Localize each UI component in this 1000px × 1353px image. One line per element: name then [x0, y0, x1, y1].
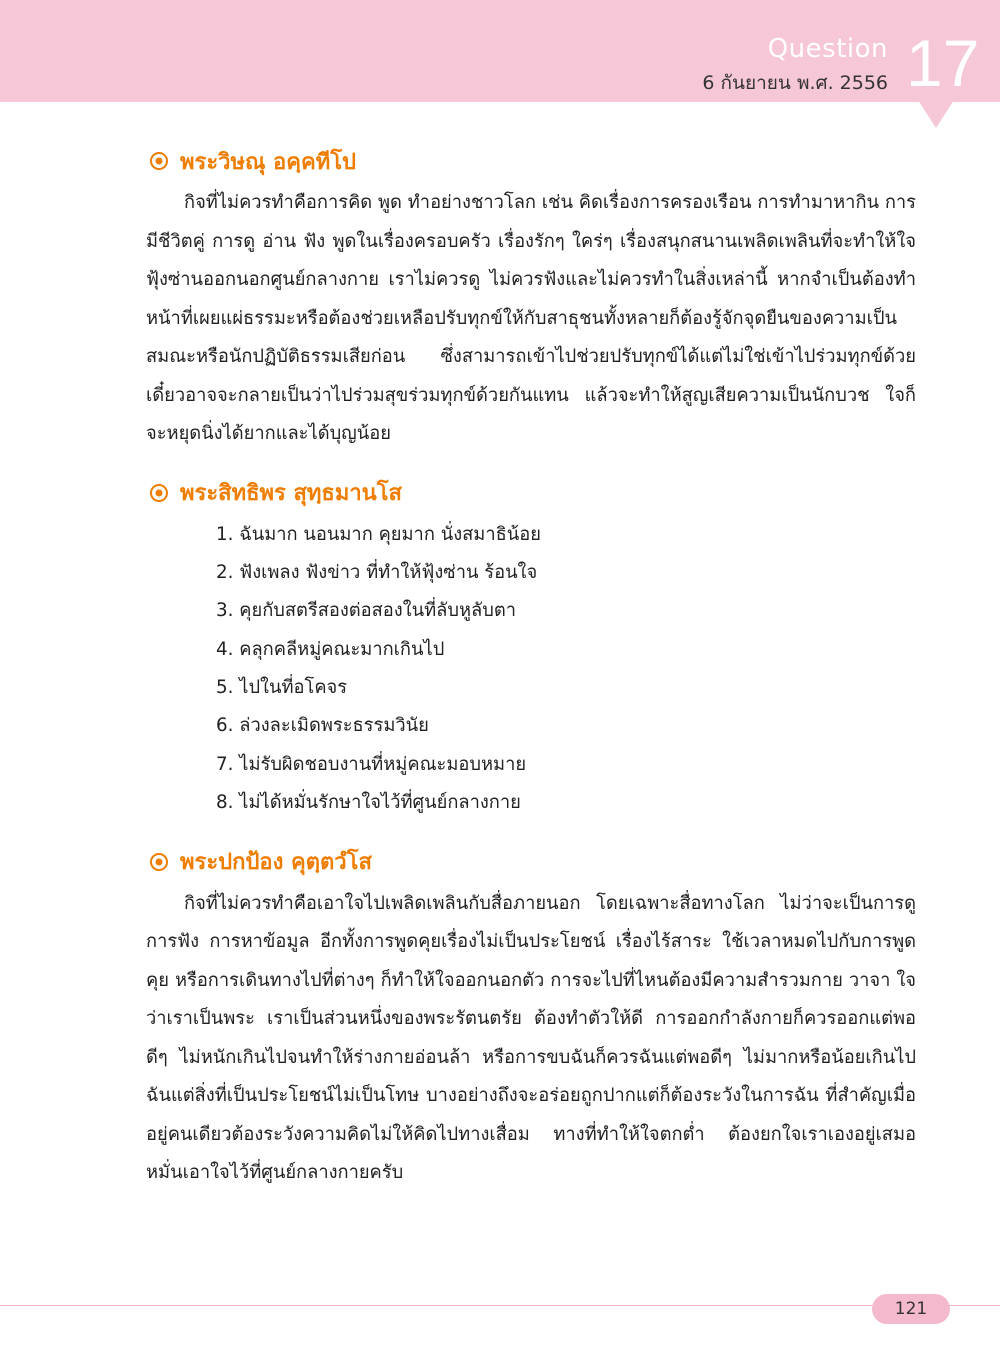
list-item: 8. ไม่ได้หมั่นรักษาใจไว้ที่ศูนย์กลางกาย [216, 792, 521, 814]
question-number: 17 [906, 26, 980, 100]
list-item: 5. ไปในที่อโคจร [216, 677, 348, 699]
prohibited-list [146, 516, 916, 823]
header-pointer [918, 100, 954, 128]
question-date: 6 กันยายน พ.ศ. 2556 [702, 72, 888, 94]
question-label: Question [767, 34, 888, 64]
list-item: 2. ฟังเพลง ฟังข่าว ที่ทำให้ฟุ้งซ่าน ร้อนใจ [216, 561, 538, 583]
circle-bullet-icon [148, 482, 170, 504]
circle-bullet-icon [148, 851, 170, 873]
footer-divider [0, 1305, 1000, 1306]
section-title: พระวิษณุ อคฺคทีโป [180, 149, 356, 175]
section-heading [146, 470, 916, 516]
section-heading [146, 839, 916, 885]
section-1 [146, 138, 916, 454]
list-item: 7. ไม่รับผิดชอบงานที่หมู่คณะมอบหมาย [216, 753, 527, 775]
section-title: พระสิทธิพร สุทฺธมานโส [180, 481, 402, 506]
section-paragraph: กิจที่ไม่ควรทำคือเอาใจไปเพลิดเพลินกับสื่อภายนอก โดยเฉพาะสื่อทางโลก ไม่ว่าจะเป็นการดู การฟัง การหาข้อมูล อีกทั้งการพูดคุยเรื่องไม่เป็นประโยชน์ เรื่องไร้สาระ ใช้เวลาหมดไปกับการพูดคุย หรือการเดินทางไปที่ต่างๆ ก็ทำให้ใจออกนอกตัว การจะไปที่ไหนต้องมีความสำรวมกาย วาจา ใจ ว่าเราเป็นพระ เราเป็นส่วนหนึ่งของพระรัตนตรัย ต้องทำตัวให้ดี การออกกำลังกายก็ควรออกแต่พอดีๆ ไม่หนักเกินไปจนทำให้ร่างกายอ่อนล้า หรือการขบฉันก็ควรฉันแต่พอดีๆ ไม่มากหรือน้อยเกินไป ฉันแต่สิ่งที่เป็นประโยชน์ไม่เป็นโทษ บางอย่างถึงจะอร่อยถูกปากแต่ก็ต้องระวังในการฉัน ที่สำคัญเมื่ออยู่คนเดียวต้องระวังความคิดไม่ให้คิดไปทางเสื่อม ทางที่ทำให้ใจตกต่ำ ต้องยกใจเราเองอยู่เสมอ หมั่นเอาใจไว้ที่ศูนย์กลางกายครับ [146, 892, 916, 1184]
circle-bullet-icon [148, 150, 170, 172]
section-2 [146, 470, 916, 823]
section-3 [146, 839, 916, 1193]
section-heading [146, 138, 916, 184]
section-title: พระปกป้อง คุตฺตวํโส [180, 850, 372, 876]
list-item: 1. ฉันมาก นอนมาก คุยมาก นั่งสมาธิน้อย [216, 523, 541, 545]
list-item: 4. คลุกคลีหมู่คณะมากเกินไป [216, 638, 445, 660]
section-paragraph: กิจที่ไม่ควรทำคือการคิด พูด ทำอย่างชาวโลก เช่น คิดเรื่องการครองเรือน การทำมาหากิน การมีชีวิตคู่ การดู อ่าน ฟัง พูดในเรื่องครอบครัว เรื่องรักๆ ใคร่ๆ เรื่องสนุกสนานเพลิดเพลินที่จะทำให้ใจฟุ้งซ่านออกนอกศูนย์กลางกาย เราไม่ควรดู ไม่ควรฟังและไม่ควรทำในสิ่งเหล่านี้ หากจำเป็นต้องทำหน้าที่เผยแผ่ธรรมะหรือต้องช่วยเหลือปรับทุกข์ให้กับสาธุชนทั้งหลายก็ต้องรู้จักจุดยืนของความเป็นสมณะหรือนักปฏิบัติธรรมเสียก่อน ซึ่งสามารถเข้าไปช่วยปรับทุกข์ได้แต่ไม่ใช่เข้าไปร่วมทุกข์ด้วย เดี๋ยวอาจจะกลายเป็นว่าไปร่วมสุขร่วมทุกข์ด้วยกันแทน แล้วจะทำให้สูญเสียความเป็นนักบวช ใจก็จะหยุดนิ่งได้ยากและได้บุญน้อย [146, 192, 916, 444]
list-item: 6. ล่วงละเมิดพระธรรมวินัย [216, 715, 429, 737]
list-item: 3. คุยกับสตรีสองต่อสองในที่ลับหูลับตา [216, 600, 516, 622]
page-content [146, 138, 916, 1209]
page-number: 121 [872, 1294, 950, 1324]
